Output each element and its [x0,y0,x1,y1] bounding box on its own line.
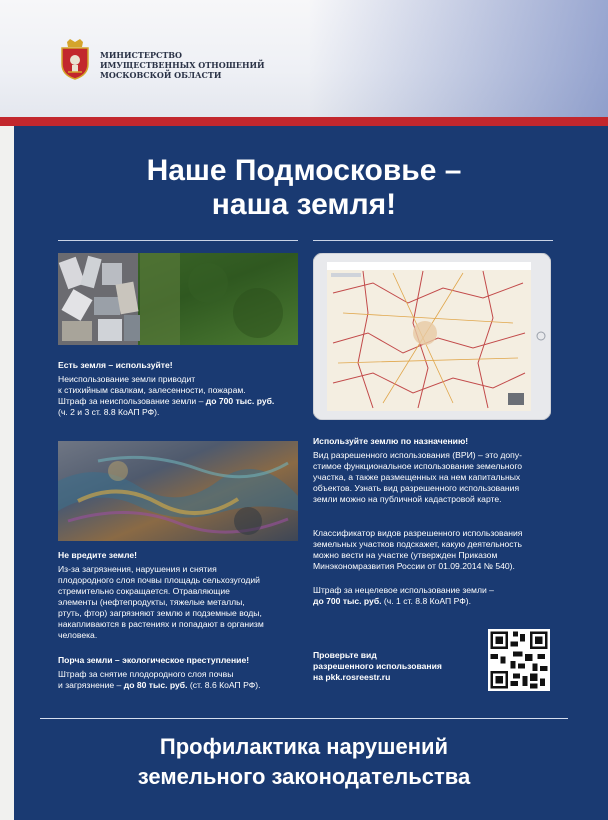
block-text: к стихийным свалкам, залесенности, пожарам. [58,385,246,395]
coat-of-arms-icon [58,38,92,80]
header [0,0,608,118]
ministry-line: МИНИСТЕРСТВО [100,50,183,60]
polluted-soil-photo [58,441,298,541]
paper-edge [0,126,14,820]
block-text [58,396,303,407]
block-text: стимое функциональное использование земельного [313,461,523,471]
block-text: Минэкономразвития России от 01.09.2014 № 540). [313,561,515,571]
page-title [40,154,568,222]
block-text: земли можно на публичной кадастровой карте. [313,494,502,504]
block-heading: Не вредите земле! [58,550,137,560]
block-text: человека. [58,630,98,640]
garbage-grass-photo [58,253,298,345]
block-text: элементы (нефтепродукты, тяжелые металлы, [58,597,245,607]
title-line: наша земля! [211,188,397,221]
block-text: Штраф за неиспользование земли – [58,396,206,406]
land-use-block [58,360,303,418]
block-text: Штраф за снятие плодородного слоя почвы [58,669,234,679]
block-text: участка, а также размещенных на нем капитальных [313,472,521,482]
divider [313,240,553,241]
slogan-line: земельного законодательства [137,764,471,789]
ministry-line: МОСКОВСКОЙ ОБЛАСТИ [100,70,222,80]
block-text: земельных участков подскажет, какую деятельность [313,539,523,549]
block-text [313,596,563,607]
block-heading: Порча земли – экологическое преступление! [58,655,250,665]
divider [40,718,568,719]
classifier-block [313,528,563,572]
block-text: Неиспользование земли приводит [58,374,196,384]
tablet-map-image [313,253,551,420]
block-text: (ч. 2 и 3 ст. 8.8 КоАП РФ). [58,407,160,417]
title-line: Наше Подмосковье – [146,154,462,187]
block-text [58,680,303,691]
permitted-use-block [313,436,563,505]
block-text: Штраф за нецелевое использование земли – [313,585,494,595]
qr-code-icon[interactable] [488,629,550,691]
fine-amount: до 700 тыс. руб. [205,396,275,406]
soil-damage-block [58,655,303,691]
block-text: ртуть, фтор) загрязняют землю и подземные воды, [58,608,262,618]
fine-amount: до 700 тыс. руб. [313,596,382,606]
ministry-line: ИМУЩЕСТВЕННЫХ ОТНОШЕНИЙ [100,60,265,70]
block-text: стремительно сокращается. Отравляющие [58,586,230,596]
block-text: (ч. 1 ст. 8.8 КоАП РФ). [381,596,472,606]
block-text: Вид разрешенного использования (ВРИ) – это допу- [313,450,522,460]
misuse-fine-block [313,585,563,607]
check-text: разрешенного использования [313,661,442,671]
check-text: Проверьте вид [313,650,377,660]
fine-amount: до 80 тыс. руб. [123,680,188,690]
divider [58,240,298,241]
check-block [313,650,483,683]
block-text: (ст. 8.6 КоАП РФ). [187,680,261,690]
block-text: плодородного слоя почвы площадь сельхозугодий [58,575,260,585]
block-heading: Используйте землю по назначению! [313,436,469,446]
block-text: можно вести на участке (утвержден Приказом [313,550,498,560]
header-gradient [308,0,608,118]
soil-harm-block [58,550,303,641]
block-text: Классификатор видов разрешенного использования [313,528,523,538]
ministry-name [100,50,265,80]
bottom-slogan [40,732,568,792]
block-text: накапливаются в растениях и попадают в организм [58,619,264,629]
slogan-line: Профилактика нарушений [159,734,449,759]
block-text: объектов. Узнать вид разрешенного использования [313,483,520,493]
check-link[interactable]: на pkk.rosreestr.ru [313,672,391,682]
red-stripe [0,117,608,126]
block-text: Из-за загрязнения, нарушения и снятия [58,564,217,574]
block-heading: Есть земля – используйте! [58,360,173,370]
block-text: и загрязнение – [58,680,124,690]
